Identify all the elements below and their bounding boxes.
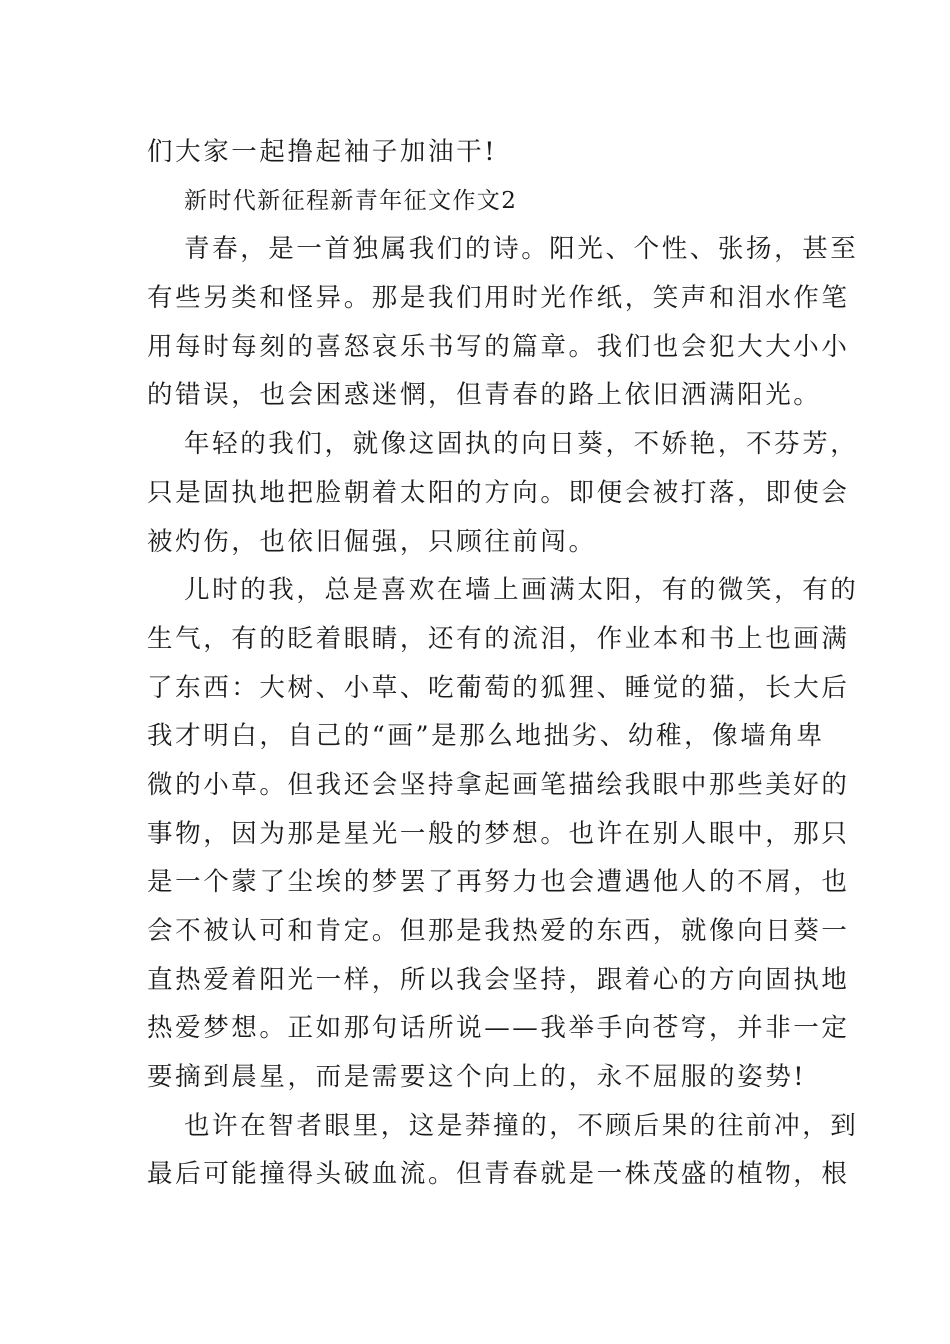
paragraph-1-line: 的错误，也会困惑迷惘，但青春的路上依旧洒满阳光。 (147, 380, 822, 411)
paragraph-1-line: 有些另类和怪异。那是我们用时光作纸，笑声和泪水作笔 (147, 283, 850, 314)
text-line: 们大家一起撸起袖子加油干! (147, 137, 498, 167)
paragraph-3-line: 我才明白，自己的“画”是那么地拙劣、幼稚，像墙角卑 (147, 721, 825, 752)
paragraph-3-line: 了东西：大树、小草、吃葡萄的狐狸、睡觉的猫，长大后 (147, 672, 850, 703)
paragraph-3-line: 要摘到晨星，而是需要这个向上的，永不屈服的姿势! (147, 1062, 807, 1093)
paragraph-2-line: 只是固执地把脸朝着太阳的方向。即便会被打落，即使会 (147, 477, 850, 508)
paragraph-2-line: 被灼伤，也依旧倔强，只顾往前闯。 (147, 526, 597, 557)
paragraph-3-line: 微的小草。但我还会坚持拿起画笔描绘我眼中那些美好的 (147, 769, 850, 800)
paragraph-3-line: 事物，因为那是星光一般的梦想。也许在别人眼中，那只 (147, 818, 850, 849)
paragraph-3-line: 直热爱着阳光一样，所以我会坚持，跟着心的方向固执地 (147, 964, 850, 995)
paragraph-2-line: 年轻的我们，就像这固执的向日葵，不娇艳，不芬芳， (184, 429, 859, 460)
paragraph-3-line: 生气，有的眨着眼睛，还有的流泪，作业本和书上也画满 (147, 623, 850, 654)
document-page (147, 128, 859, 1199)
paragraph-3-line: 会不被认可和肯定。但那是我热爱的东西，就像向日葵一 (147, 916, 850, 946)
paragraph-4-line: 也许在智者眼里，这是莽撞的，不顾后果的往前冲，到 (184, 1110, 859, 1141)
paragraph-3-line: 是一个蒙了尘埃的梦罢了再努力也会遭遇他人的不屑，也 (147, 867, 850, 898)
paragraph-1-line: 用每时每刻的喜怒哀乐书写的篇章。我们也会犯大大小小 (147, 331, 850, 362)
essay-title: 新时代新征程新青年征文作文2 (184, 187, 518, 214)
paragraph-4-line: 最后可能撞得头破血流。但青春就是一株茂盛的植物，根 (147, 1159, 850, 1190)
paragraph-1-line: 青春，是一首独属我们的诗。阳光、个性、张扬，甚至 (184, 234, 859, 265)
paragraph-3-line: 儿时的我，总是喜欢在墙上画满太阳，有的微笑，有的 (184, 575, 859, 606)
paragraph-3-line: 热爱梦想。正如那句话所说——我举手向苍穹，并非一定 (147, 1013, 850, 1044)
